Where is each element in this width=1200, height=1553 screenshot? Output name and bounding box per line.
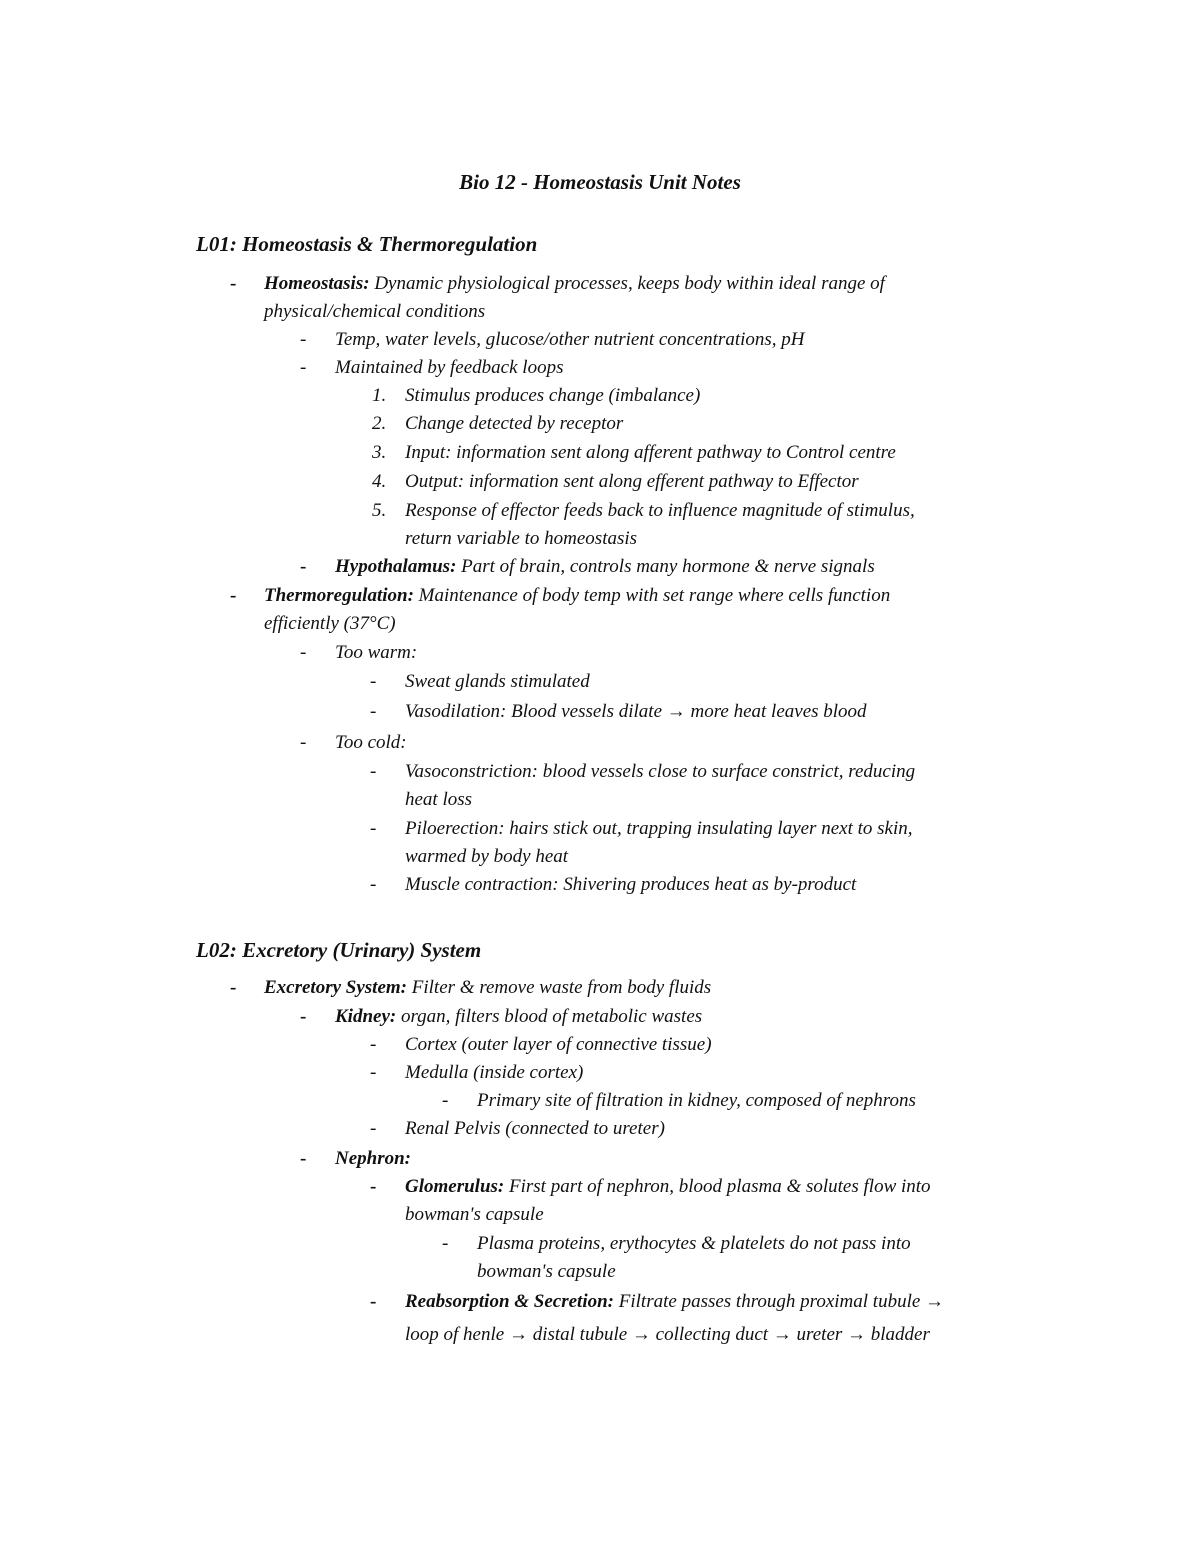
feedback-step: Stimulus produces change (imbalance) <box>405 385 701 406</box>
list-item: Too warm: <box>335 642 418 663</box>
step-number: 3. <box>372 442 387 463</box>
bullet-dash: - <box>300 732 307 753</box>
bullet-dash: - <box>300 329 307 350</box>
thermoregulation-definition: Thermoregulation: Maintenance of body temp with set range where cells function <box>264 585 891 606</box>
bullet-dash: - <box>370 1176 377 1197</box>
bullet-dash: - <box>370 1034 377 1055</box>
excretory-definition: Excretory System: Filter & remove waste from body fluids <box>264 977 712 998</box>
glomerulus-definition-cont: bowman's capsule <box>405 1204 544 1225</box>
bullet-dash: - <box>442 1090 449 1111</box>
list-item-cont: bowman's capsule <box>477 1261 616 1282</box>
step-number: 2. <box>372 413 387 434</box>
document-title: Bio 12 - Homeostasis Unit Notes <box>459 170 741 194</box>
bullet-dash: - <box>230 585 237 606</box>
homeostasis-definition: Homeostasis: Dynamic physiological processes, keeps body within ideal range of <box>264 273 885 294</box>
list-item: Renal Pelvis (connected to ureter) <box>405 1118 665 1139</box>
list-item: Vasodilation: Blood vessels dilate → more heat leaves blood <box>405 701 867 722</box>
bullet-dash: - <box>370 761 377 782</box>
bullet-dash: - <box>370 671 377 692</box>
section-heading-l01: L01: Homeostasis & Thermoregulation <box>196 232 538 256</box>
list-item: Plasma proteins, erythocytes & platelets do not pass into <box>477 1233 911 1254</box>
bullet-dash: - <box>300 1148 307 1169</box>
feedback-step: Response of effector feeds back to influence magnitude of stimulus, <box>405 500 915 521</box>
bullet-dash: - <box>300 1006 307 1027</box>
list-item-cont: warmed by body heat <box>405 846 569 867</box>
list-item: Primary site of filtration in kidney, composed of nephrons <box>477 1090 916 1111</box>
feedback-step: Change detected by receptor <box>405 413 624 434</box>
bullet-dash: - <box>370 701 377 722</box>
bullet-dash: - <box>370 1291 377 1312</box>
reabsorption-definition-cont: loop of henle → distal tubule → collecting duct → ureter → bladder <box>405 1324 930 1345</box>
bullet-dash: - <box>230 977 237 998</box>
glomerulus-definition: Glomerulus: First part of nephron, blood plasma & solutes flow into <box>405 1176 931 1197</box>
feedback-step: Input: information sent along afferent pathway to Control centre <box>405 442 896 463</box>
list-item: Vasoconstriction: blood vessels close to surface constrict, reducing <box>405 761 916 782</box>
bullet-dash: - <box>300 642 307 663</box>
nephron-heading: Nephron: <box>335 1148 412 1169</box>
list-item: Piloerection: hairs stick out, trapping insulating layer next to skin, <box>405 818 913 839</box>
list-item-cont: heat loss <box>405 789 473 810</box>
list-item: Muscle contraction: Shivering produces heat as by-product <box>405 874 857 895</box>
bullet-dash: - <box>442 1233 449 1254</box>
list-item: Too cold: <box>335 732 407 753</box>
homeostasis-definition-cont: physical/chemical conditions <box>264 301 486 322</box>
feedback-step-cont: return variable to homeostasis <box>405 528 638 549</box>
list-item: Sweat glands stimulated <box>405 671 590 692</box>
list-item: Medulla (inside cortex) <box>405 1062 584 1083</box>
bullet-dash: - <box>300 357 307 378</box>
bullet-dash: - <box>230 273 237 294</box>
section-heading-l02: L02: Excretory (Urinary) System <box>196 938 482 962</box>
bullet-dash: - <box>370 874 377 895</box>
list-item: Temp, water levels, glucose/other nutrient concentrations, pH <box>335 329 805 350</box>
step-number: 1. <box>372 385 387 406</box>
step-number: 4. <box>372 471 387 492</box>
list-item: Cortex (outer layer of connective tissue) <box>405 1034 712 1055</box>
thermoregulation-definition-cont: efficiently (37°C) <box>264 613 396 634</box>
feedback-step: Output: information sent along efferent pathway to Effector <box>405 471 859 492</box>
step-number: 5. <box>372 500 387 521</box>
bullet-dash: - <box>370 1062 377 1083</box>
reabsorption-definition: Reabsorption & Secretion: Filtrate passes through proximal tubule → <box>405 1291 945 1312</box>
bullet-dash: - <box>300 556 307 577</box>
bullet-dash: - <box>370 1118 377 1139</box>
kidney-definition: Kidney: organ, filters blood of metabolic wastes <box>335 1006 703 1027</box>
bullet-dash: - <box>370 818 377 839</box>
hypothalamus-definition: Hypothalamus: Part of brain, controls many hormone & nerve signals <box>335 556 875 577</box>
list-item: Maintained by feedback loops <box>335 357 564 378</box>
